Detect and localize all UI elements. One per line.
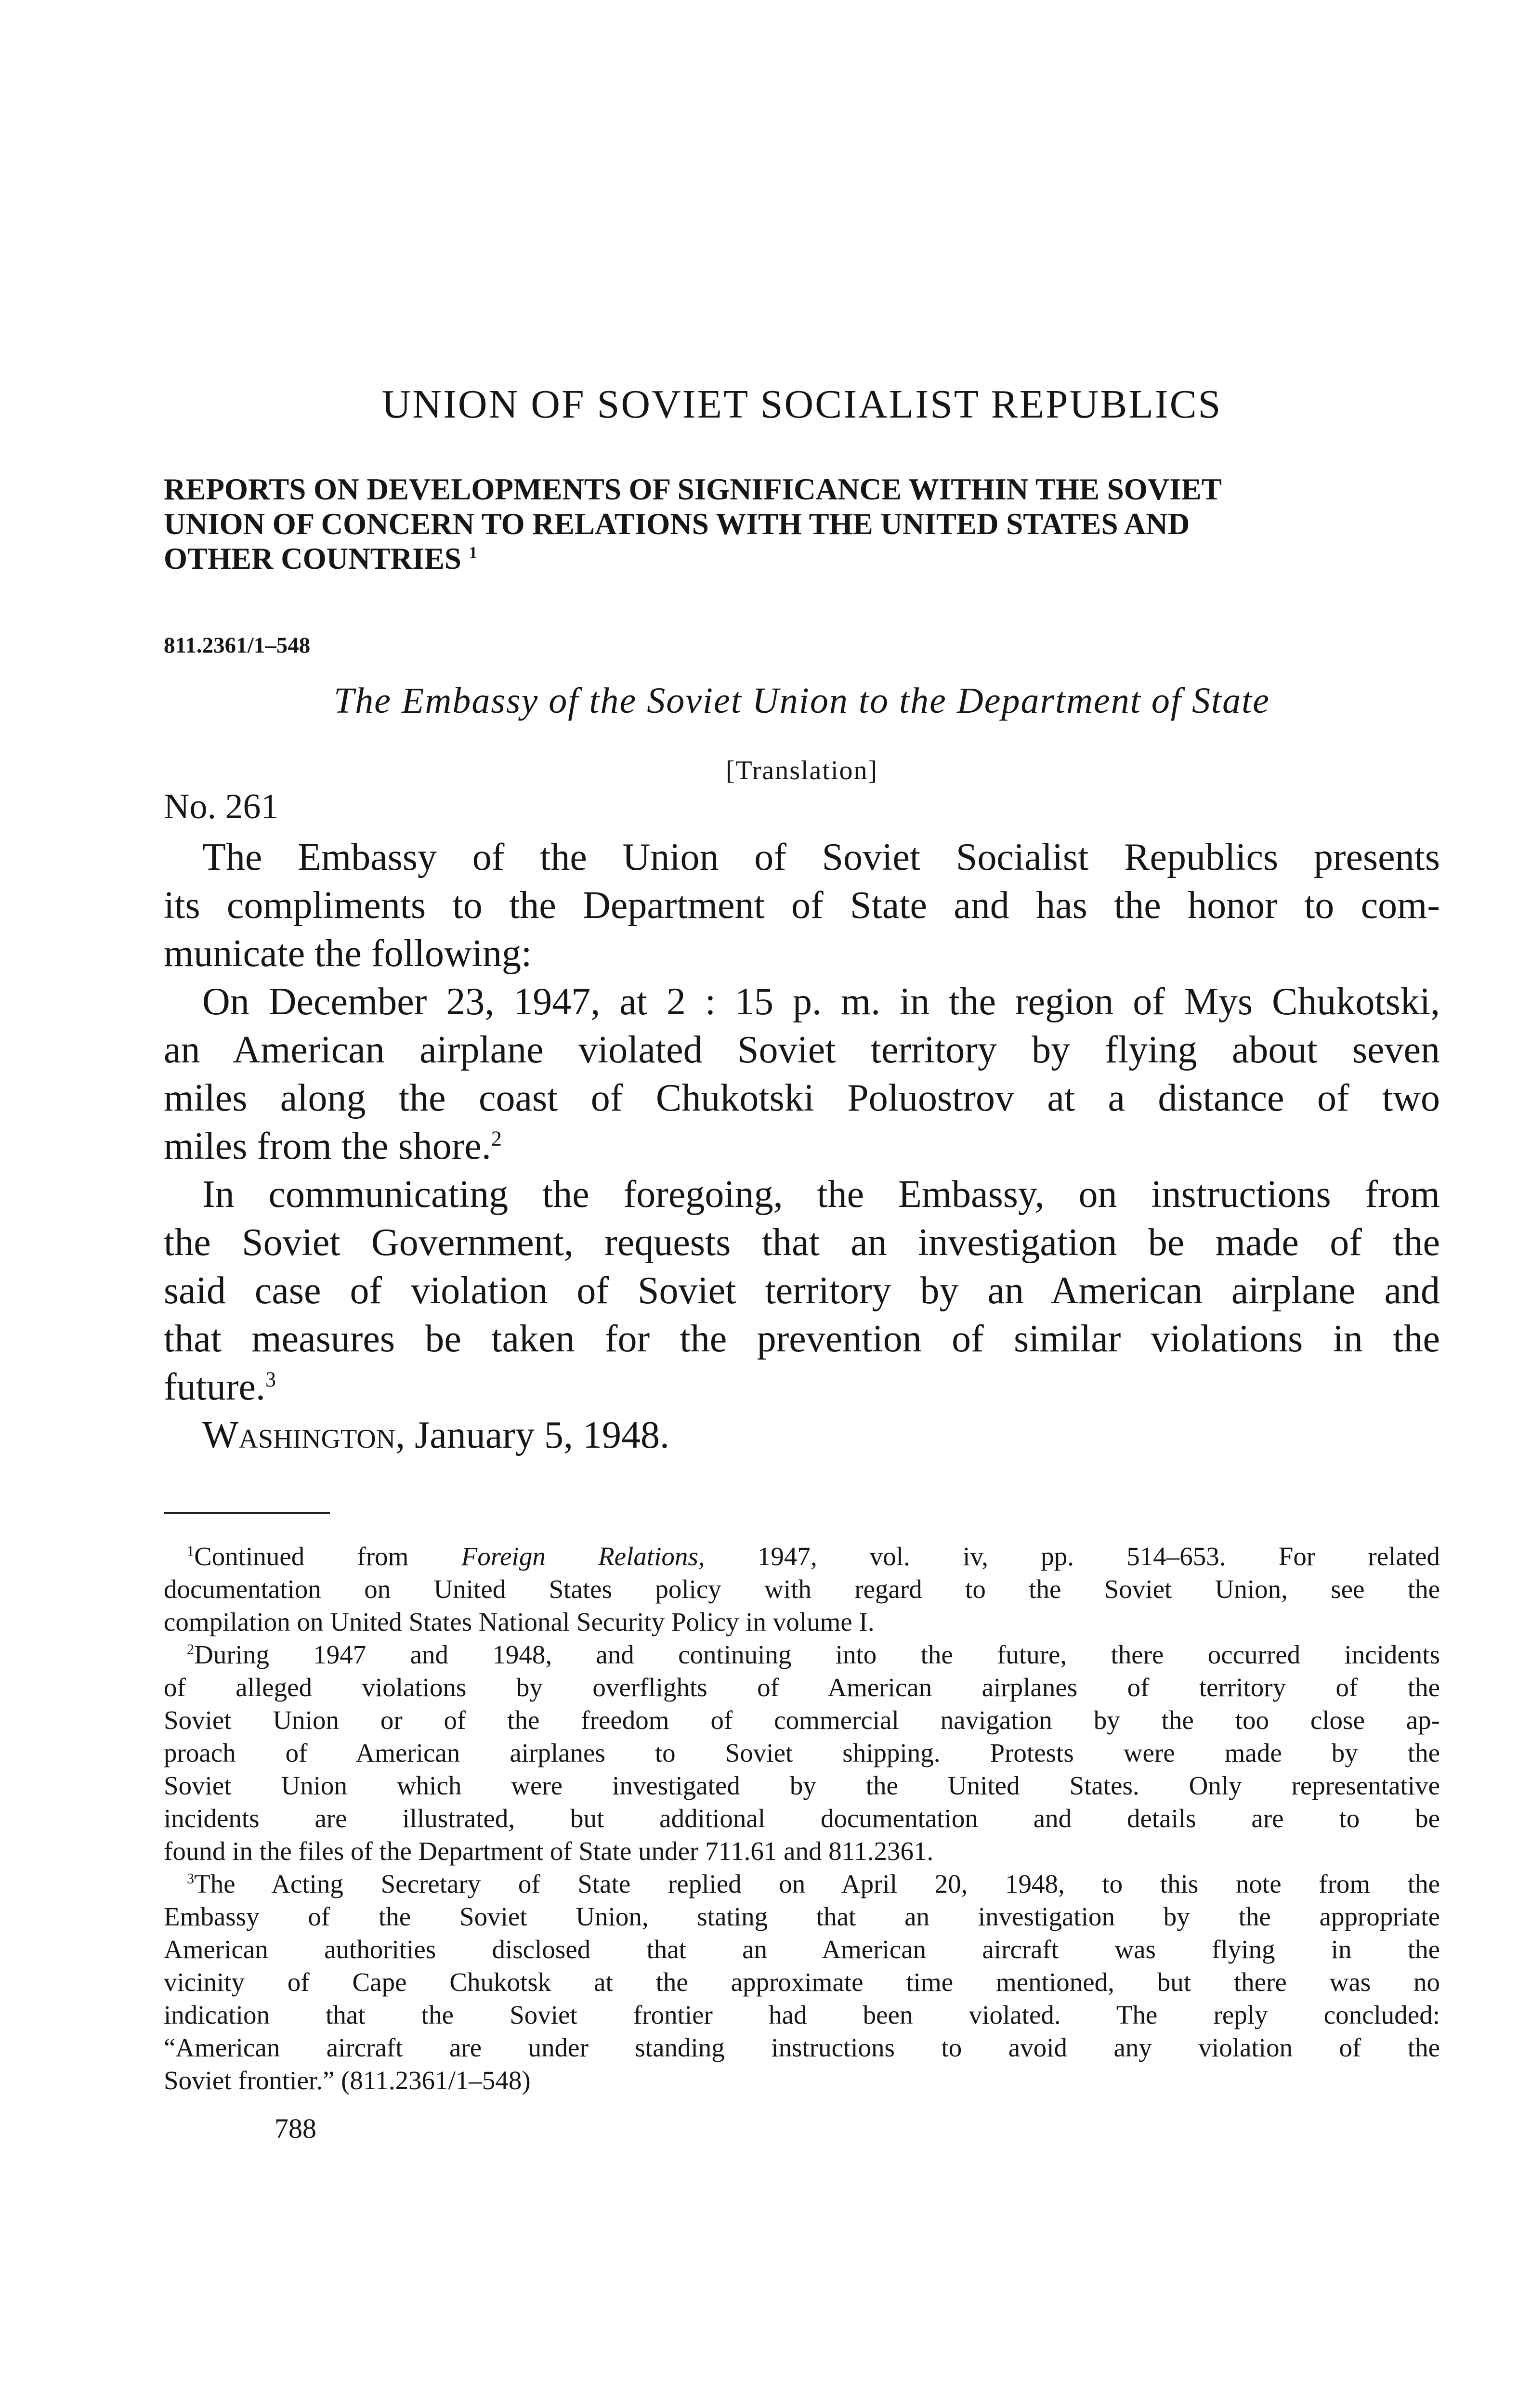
section-heading-line	[164, 541, 1440, 576]
section-heading-line	[164, 507, 1440, 541]
document-title: The Embassy of the Soviet Union to the Department of State	[334, 681, 1270, 721]
body-line: the Soviet Government, requests that an investigation be made of the	[164, 1221, 1440, 1264]
body-line: said case of violation of Soviet territory by an American airplane and	[164, 1269, 1440, 1312]
footnote-line: Soviet frontier.” (811.2361/1–548)	[164, 2066, 531, 2095]
footnote-text: Continued from	[194, 1542, 461, 1571]
running-title: UNION OF SOVIET SOCIALIST REPUBLICS	[381, 382, 1222, 427]
footnote-ref-2: 2	[491, 1126, 502, 1151]
footnote-line: Embassy of the Soviet Union, stating that an investigation by the appropriate	[164, 1902, 1440, 1931]
body-line: miles along the coast of Chukotski Poluostrov at a distance of two	[164, 1077, 1440, 1119]
note-body	[164, 833, 1440, 1459]
footnote-line: “American aircraft are under standing instructions to avoid any violation of the	[164, 2033, 1440, 2062]
footnote-text: 1947, vol. iv, pp. 514–653. For related	[705, 1542, 1440, 1571]
document-page	[164, 0, 1440, 2408]
footnote-line: compilation on United States National Security Policy in volume I.	[164, 1607, 875, 1636]
footnote-line: of alleged violations by overflights of American airplanes of territory of the	[164, 1673, 1440, 1702]
body-line: In communicating the foregoing, the Embassy, on instructions from	[202, 1173, 1440, 1216]
footnote-line: Soviet Union or of the freedom of commercial navigation by the too close ap-	[164, 1705, 1440, 1735]
file-number: 811.2361/1–548	[164, 633, 311, 658]
footnote-line: documentation on United States policy with regard to the Soviet Union, see the	[164, 1574, 1440, 1604]
footnote-rule	[164, 1512, 330, 1514]
footnote-line: American authorities disclosed that an American aircraft was flying in the	[164, 1935, 1440, 1964]
footnote-line: indication that the Soviet frontier had been violated. The reply concluded:	[164, 2000, 1440, 2029]
place: Washington,	[202, 1414, 406, 1456]
footnote-line: vicinity of Cape Chukotsk at the approximate time mentioned, but there was no	[164, 1967, 1440, 1997]
footnote-line: found in the files of the Department of State under 711.61 and 811.2361.	[164, 1836, 934, 1866]
body-line: its compliments to the Department of State and has the honor to com-	[164, 884, 1440, 927]
footnote-italic-title: Foreign Relations,	[461, 1542, 705, 1571]
footnote-ref-1: 1	[469, 544, 477, 562]
footnote-line	[164, 1868, 1440, 1900]
footnote-line	[164, 1540, 1440, 1573]
body-text: future.	[164, 1366, 266, 1408]
footnote-marker: 2	[187, 1641, 195, 1658]
section-heading	[164, 472, 1440, 576]
body-line: The Embassy of the Union of Soviet Socialist Republics presents	[202, 836, 1440, 878]
footnote-text: During 1947 and 1948, and continuing into the future, there occurred incidents	[194, 1640, 1440, 1669]
footnote-ref-3: 3	[265, 1367, 276, 1391]
body-line: municate the following:	[164, 932, 532, 975]
translation-note: [Translation]	[725, 756, 878, 785]
dateline	[164, 1411, 1440, 1459]
date: January 5, 1948.	[415, 1414, 669, 1456]
body-line	[164, 1363, 1440, 1411]
page-number: 788	[275, 2113, 316, 2144]
body-line: that measures be taken for the prevention of similar violations in the	[164, 1318, 1440, 1360]
footnotes	[164, 1540, 1440, 2097]
footnote-marker: 3	[187, 1870, 195, 1887]
body-line	[164, 1122, 1440, 1170]
body-line: On December 23, 1947, at 2 : 15 p. m. in the region of Mys Chukotski,	[202, 981, 1440, 1023]
footnote-marker: 1	[187, 1543, 195, 1559]
section-heading-text: OTHER COUNTRIES	[164, 542, 461, 576]
body-line: an American airplane violated Soviet territory by flying about seven	[164, 1029, 1440, 1071]
footnote-text: The Acting Secretary of State replied on April 20, 1948, to this note from the	[194, 1869, 1440, 1898]
footnote-line: incidents are illustrated, but additional documentation and details are to be	[164, 1804, 1440, 1833]
footnote-line: proach of American airplanes to Soviet shipping. Protests were made by the	[164, 1738, 1440, 1767]
body-text: miles from the shore.	[164, 1125, 491, 1167]
note-number: No. 261	[164, 787, 279, 826]
footnote-line: Soviet Union which were investigated by the United States. Only representative	[164, 1771, 1440, 1800]
section-heading-line: REPORTS ON DEVELOPMENTS OF SIGNIFICANCE WITHIN THE SOVIET	[164, 472, 1222, 506]
footnote-line	[164, 1638, 1440, 1671]
section-heading-text: UNION OF CONCERN TO RELATIONS WITH THE UNITED STATES AND	[164, 507, 1190, 541]
